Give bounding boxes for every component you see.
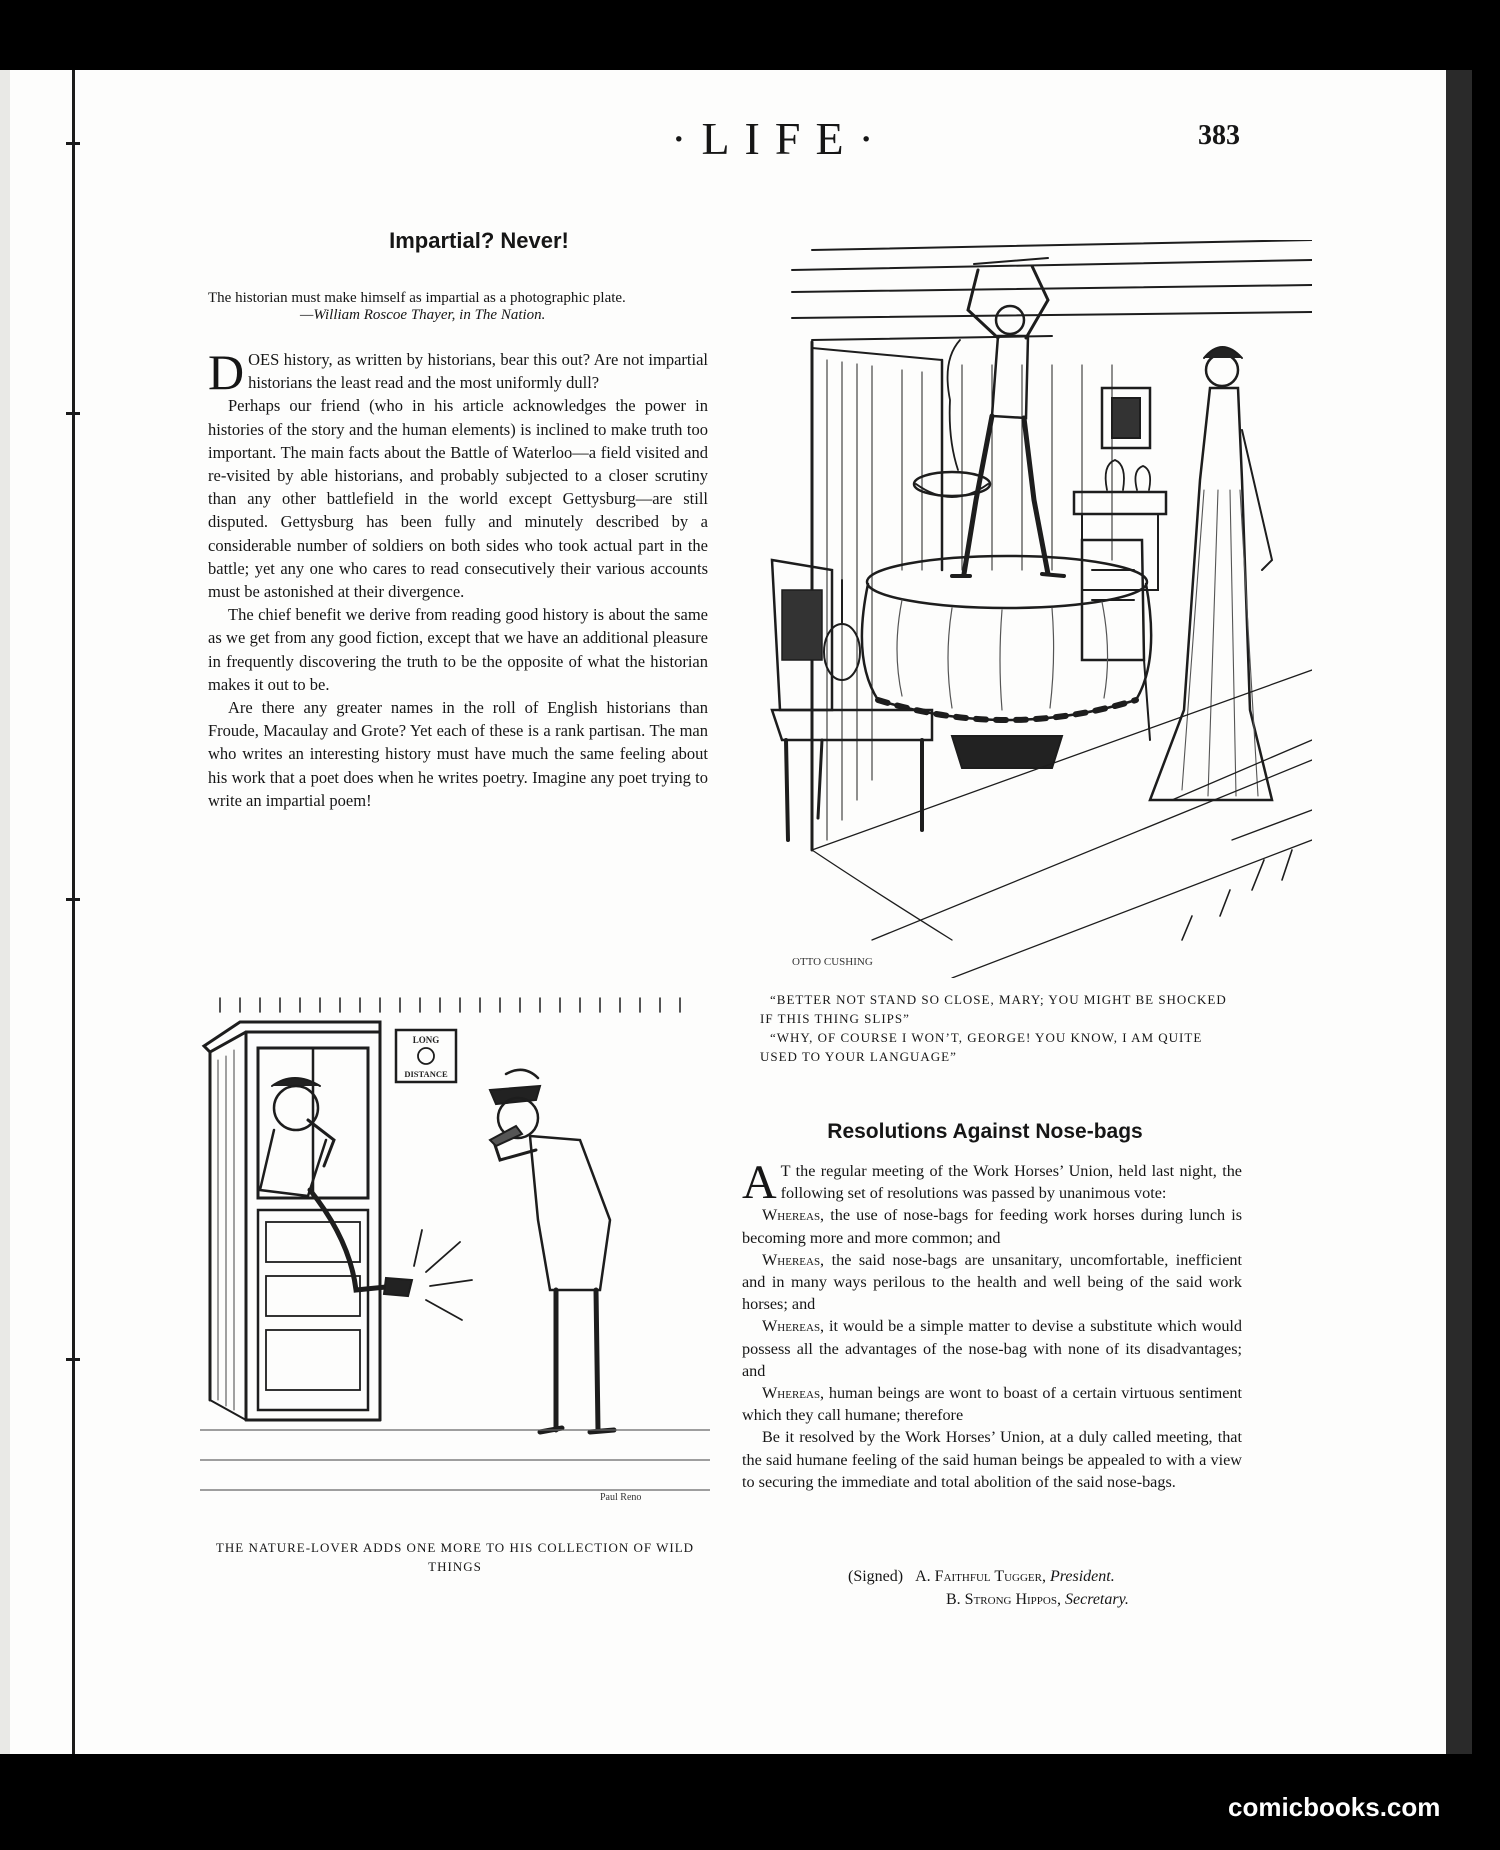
resolution: Be it resolved by the Work Horses’ Union, at a duly called meeting, that the said humane feeling of the said human beings be appealed to with a view to securing the immediate and total abolition of the said nose-bags. [742, 1428, 1242, 1491]
binding-mark [66, 142, 80, 145]
whereas-clause: Whereas, the use of nose-bags for feeding work horses during lunch is becoming more and more common; and [742, 1206, 1243, 1247]
illustration2-caption: THE NATURE-LOVER ADDS ONE MORE TO HIS COLLECTION OF WILD THINGS [215, 1540, 695, 1574]
epigraph [210, 290, 752, 324]
article1-paragraph: Perhaps our friend (who in his article acknowledges the power in histories of the story and the human elements) is inclined to make truth too important. The main facts about the Battle of Waterloo—a field visited and re-visited by able historians, and probably subjected to a closer scrutiny than any other battlefield in the world except Gettysburg—are still disputed. Gettysburg has been fully and minutely described by a considerable number of soldiers on both sides who took actual part in the battle; yet any one who cares to read consecutively their various accounts must be astonished at their divergence. [208, 396, 708, 602]
illustration1-caption [760, 990, 1230, 1066]
binding-mark [66, 1358, 80, 1361]
binding-mark [66, 412, 80, 415]
binding-line [72, 70, 75, 1754]
whereas-clause: Whereas, it would be a simple matter to devise a substitute which would possess all the advantages of the nose-bag with none of its disadvantages; and [742, 1317, 1243, 1380]
dropcap: A [742, 1156, 777, 1209]
article2-title: Resolutions Against Nose-bags [827, 1120, 1143, 1143]
article1-paragraph: Are there any greater names in the roll of English historians than Froude, Macaulay and Grote? Yet each of these is a rank partisan. The man who writes an interesting history must have much the same feeling about his work that a poet does when he writes poetry. Imagine any poet trying to write an impartial poem! [208, 698, 708, 810]
epigraph-quote: The historian must make himself as impartial as a photographic plate. [208, 290, 626, 306]
article1-title: Impartial? Never! [389, 228, 569, 253]
epigraph-source: —William Roscoe Thayer, in The Nation. [300, 307, 546, 323]
caption-line: “BETTER NOT STAND SO CLOSE, MARY; YOU MIGHT BE SHOCKED IF THIS THING SLIPS” [760, 992, 1227, 1026]
article1-paragraph: DOES history, as written by historians, bear this out? Are not impartial historians the least read and the most uniformly dull? [208, 344, 708, 400]
article2-body [742, 1156, 1243, 1493]
signature-block [848, 1565, 1248, 1611]
artist-signature: OTTO CUSHING [792, 956, 873, 968]
whereas-clause: Whereas, the said nose-bags are unsanitary, uncomfortable, inefficient and in many ways perilous to the health and well being of the said work horses; and [742, 1250, 1242, 1314]
scan-border [1446, 70, 1472, 1754]
article1-body [208, 344, 708, 812]
page-number: 383 [1198, 120, 1240, 151]
article1-paragraph: The chief benefit we derive from reading good history is about the same as we get from any good fiction, except that we have an additional pleasure in frequently discovering the truth to be the opposite of what the historian makes it out to be. [208, 605, 708, 694]
watermark: comicbooks.com [1228, 1792, 1441, 1822]
signature-line: B. Strong Hippos, Secretary. [946, 1591, 1129, 1608]
whereas-clause: Whereas, human beings are wont to boast of a certain virtuous sentiment which they call humane; therefore [742, 1384, 1243, 1425]
illustration-phone-booth [200, 990, 710, 1530]
article2-paragraph: A T the regular meeting of the Work Horses’ Union, held last night, the following set of resolutions was passed by unanimous vote: [742, 1156, 1242, 1209]
illustration-lamp-scene [752, 240, 1312, 978]
page-edge [0, 70, 10, 1754]
masthead: ·LIFE· [671, 113, 889, 164]
sign-top-text: LONG [412, 1035, 440, 1045]
caption-line: “WHY, OF COURSE I WON’T, GEORGE! YOU KNOW, I AM QUITE USED TO YOUR LANGUAGE” [760, 1030, 1203, 1064]
dropcap: D [208, 344, 245, 400]
signature-line: (Signed) A. Faithful Tugger, President. [848, 1568, 1115, 1585]
sign-bottom-text: DISTANCE [404, 1069, 448, 1079]
binding-mark [66, 898, 80, 901]
artist-signature: Paul Reno [600, 1492, 642, 1503]
